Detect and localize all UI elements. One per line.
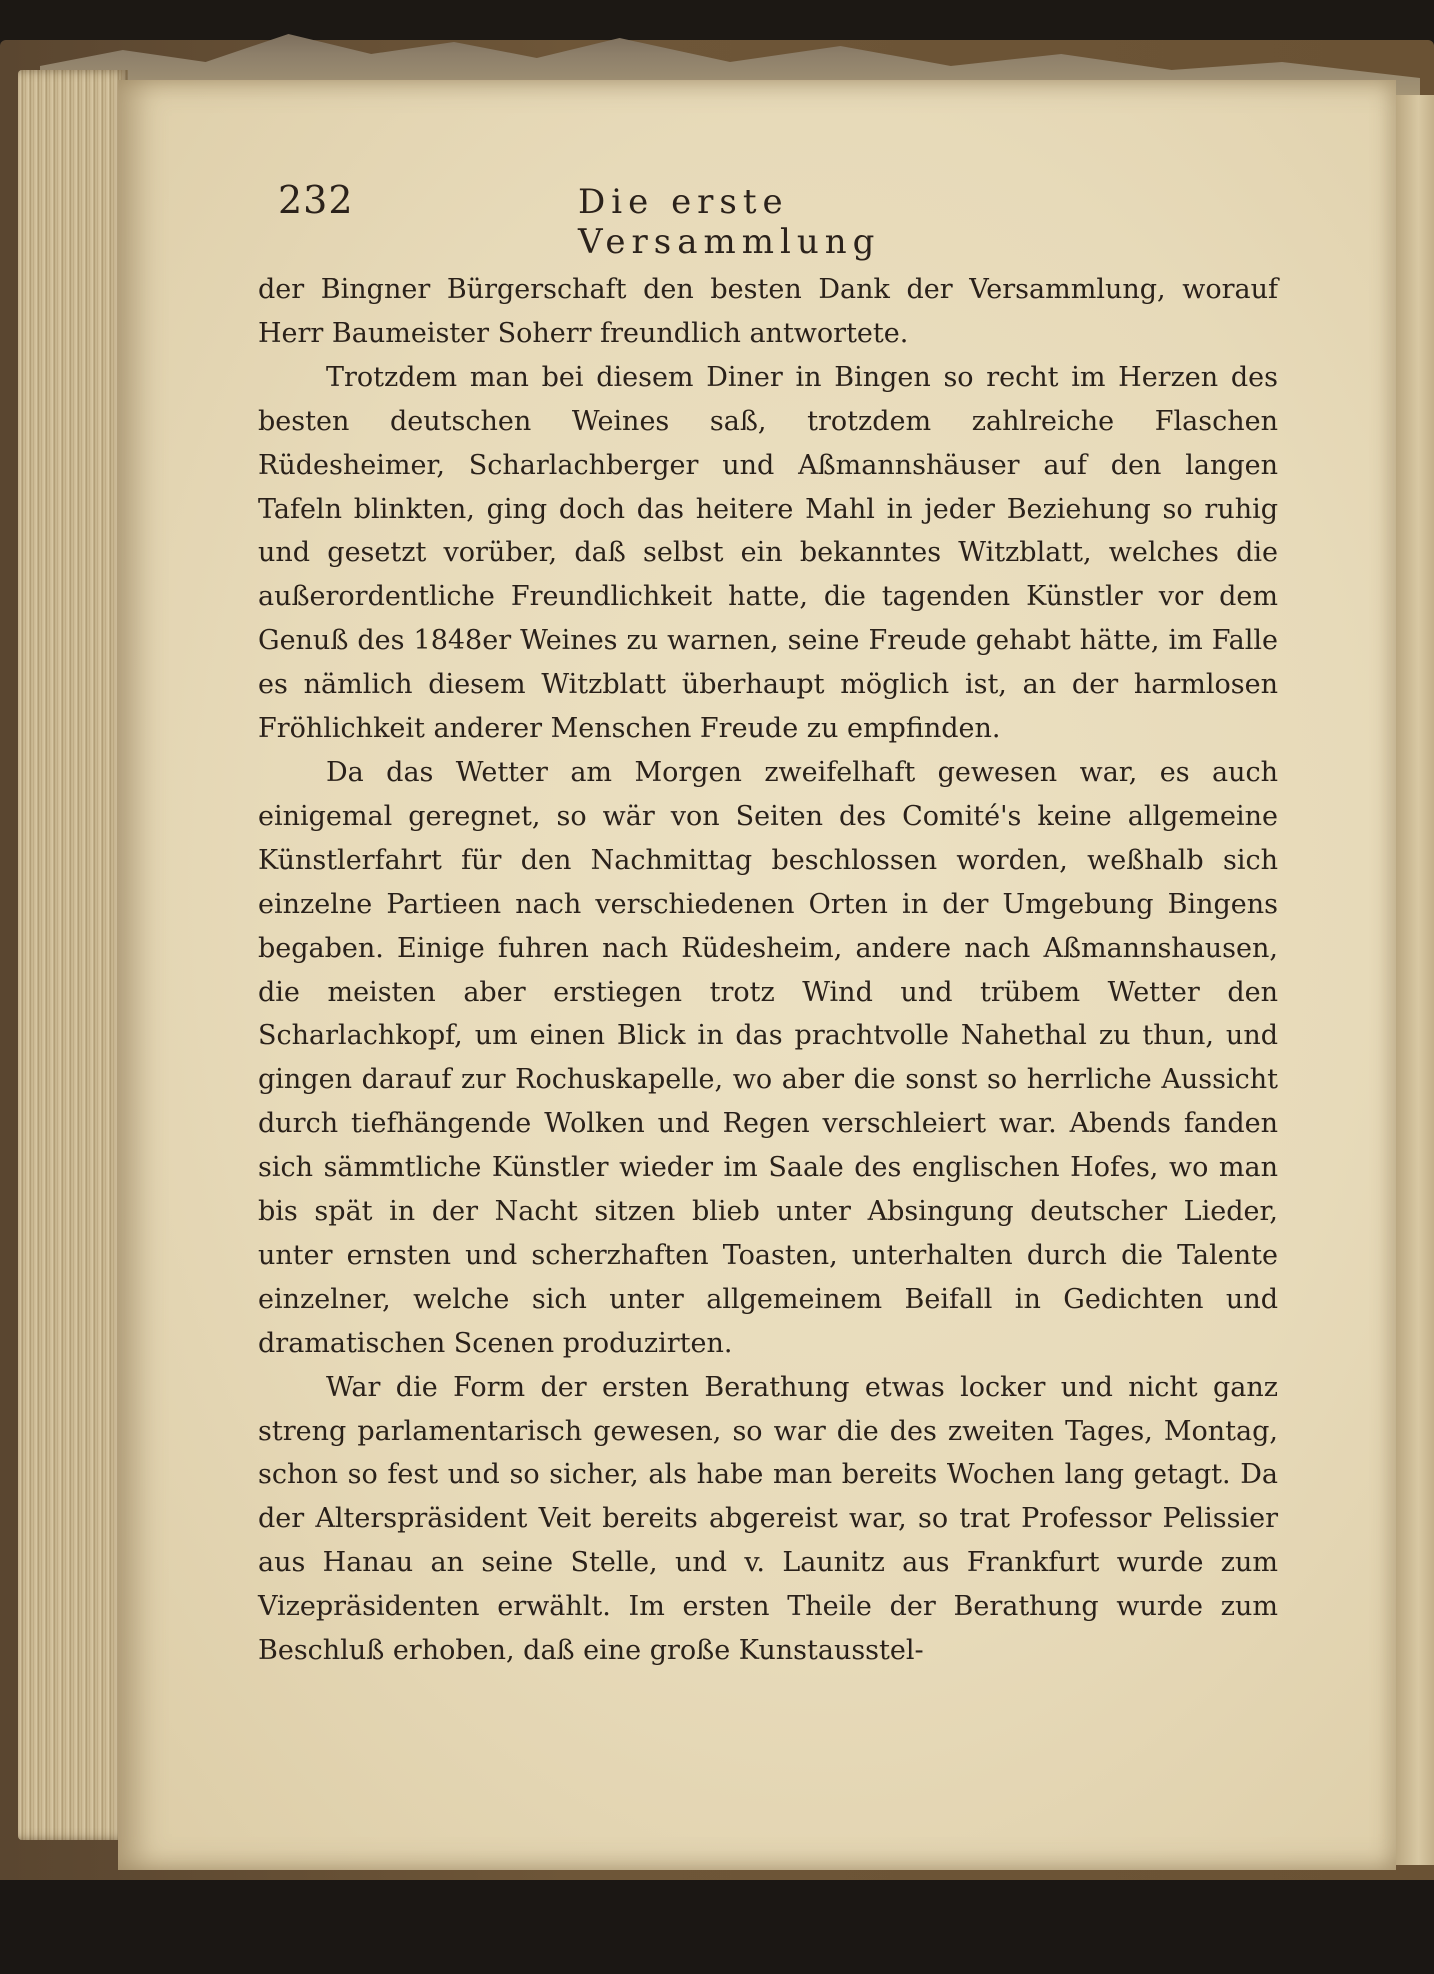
body-text (258, 268, 1278, 1673)
page-number: 232 (278, 178, 354, 222)
facing-page-edge (1395, 95, 1434, 1865)
background-shadow (0, 1880, 1434, 1974)
page-edges-stack (18, 70, 128, 1840)
paragraph: der Bingner Bürgerschaft den besten Dank der Versammlung, worauf Herr Baumeister Soherr freundlich antwortete. (258, 274, 1278, 349)
page-header (278, 178, 1018, 262)
paragraph: War die Form der ersten Berathung etwas locker und nicht ganz streng parlamentarisch gewesen, so war die des zweiten Tages, Montag, schon so fest und so sicher, als habe man bereits Wochen lang getagt. Da der Alterspräsident Veit bereits abgereist war, so trat Professor Pelissier aus Hanau an seine Stelle, und v. Launitz aus Frankfurt wurde zum Vizepräsidenten erwählt. Im ersten Theile der Berathung wurde zum Beschluß erhoben, daß eine große Kunstausstel- (258, 1371, 1278, 1667)
paragraph: Da das Wetter am Morgen zweifelhaft gewesen war, es auch einigemal geregnet, so wär von Seiten des Comité's keine allgemeine Künstlerfahrt für den Nachmittag beschlossen worden, weßhalb sich einzelne Partieen nach verschiedenen Orten in der Umgebung Bingens begaben. Einige fuhren nach Rüdesheim, andere nach Aßmannshausen, die meisten aber erstiegen trotz Wind und trübem Wetter den Scharlachkopf, um einen Blick in das prachtvolle Nahethal zu thun, und gingen darauf zur Rochuskapelle, wo aber die sonst so herrliche Aussicht durch tiefhängende Wolken und Regen verschleiert war. Abends fanden sich sämmtliche Künstler wieder im Saale des englischen Hofes, wo man bis spät in der Nacht sitzen blieb unter Absingung deutscher Lieder, unter ernsten und scherzhaften Toasten, unterhalten durch die Talente einzelner, welche sich unter allgemeinem Beifall in Gedichten und dramatischen Scenen produzirten. (258, 756, 1278, 1359)
paragraph: Trotzdem man bei diesem Diner in Bingen so recht im Herzen des besten deutschen Weines saß, trotzdem zahlreiche Flaschen Rüdesheimer, Scharlachberger und Aßmannshäuser auf den langen Tafeln blinkten, ging doch das heitere Mahl in jeder Beziehung so ruhig und gesetzt vorüber, daß selbst ein bekanntes Witzblatt, welches die außerordentliche Freundlichkeit hatte, die tagenden Künstler vor dem Genuß des 1848er Weines zu warnen, seine Freude gehabt hätte, im Falle es nämlich diesem Witzblatt überhaupt möglich ist, an der harmlosen Fröhlichkeit anderer Menschen Freude zu empfinden. (258, 361, 1278, 745)
running-head: Die erste Versammlung (578, 182, 881, 262)
